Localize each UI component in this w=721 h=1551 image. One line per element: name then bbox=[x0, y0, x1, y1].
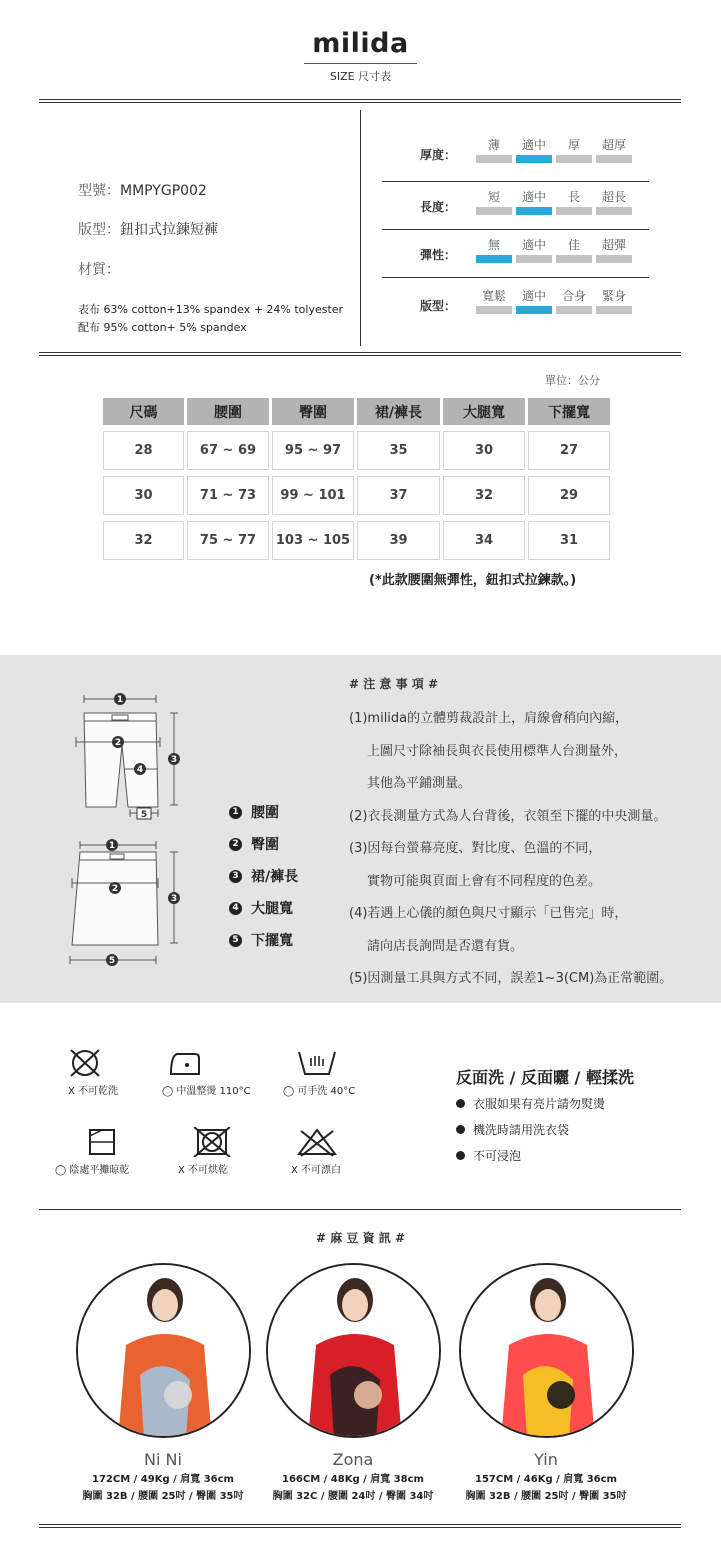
care-bullet: 不可浸泡 bbox=[456, 1147, 521, 1164]
attr-level-bar bbox=[476, 306, 512, 314]
shorts-diagram bbox=[60, 685, 200, 970]
notice-line: 上圖尺寸除袖長與衣長使用標準人台測量外， bbox=[367, 743, 628, 759]
attr-option: 薄 bbox=[487, 138, 500, 152]
legend-item-3 bbox=[229, 898, 293, 918]
table-cell: 99 ~ 101 bbox=[272, 476, 354, 515]
table-cell: 71 ~ 73 bbox=[187, 476, 269, 515]
iron-icon bbox=[165, 1048, 205, 1078]
attr-label-3: 版型： bbox=[420, 299, 457, 313]
model-photo-2 bbox=[459, 1263, 634, 1438]
attr-option: 適中 bbox=[521, 238, 546, 252]
legend-number: 5 bbox=[229, 934, 242, 947]
attr-level-bar bbox=[476, 207, 512, 215]
page-subtitle: SIZE 尺寸表 bbox=[329, 70, 392, 83]
diagram-num-4: 4 bbox=[136, 765, 144, 775]
care-caption: ◯ 可手洗 40°C bbox=[283, 1086, 356, 1097]
info-divider bbox=[360, 110, 361, 346]
attr-level-bar bbox=[596, 155, 632, 163]
legend-number: 2 bbox=[229, 838, 242, 851]
table-header: 尺碼 bbox=[103, 398, 184, 425]
table-cell: 30 bbox=[103, 476, 184, 515]
attr-label-0: 厚度： bbox=[420, 148, 457, 162]
legend-item-1 bbox=[229, 834, 279, 854]
table-header: 下擺寬 bbox=[528, 398, 610, 425]
table-cell: 39 bbox=[357, 521, 440, 560]
divider bbox=[39, 1524, 681, 1528]
model-stats-2: 胸圍 32B / 腰圍 25吋 / 臀圍 35吋 bbox=[465, 1491, 627, 1502]
table-header: 腰圍 bbox=[187, 398, 269, 425]
notice-line: (3)因每台螢幕亮度、對比度、色溫的不同， bbox=[349, 841, 602, 856]
notice-title: # 注 意 事 項 # bbox=[349, 677, 438, 691]
legend-item-0 bbox=[229, 802, 279, 822]
attr-option: 超彈 bbox=[601, 238, 626, 252]
attr-option: 短 bbox=[487, 190, 500, 204]
legend-item-2 bbox=[229, 866, 298, 886]
table-header: 大腿寬 bbox=[443, 398, 525, 425]
diagram-num-1b: 1 bbox=[108, 841, 116, 851]
fabric-line-lining: 配布 95% cotton+ 5% spandex bbox=[78, 321, 247, 334]
attr-level-bar bbox=[556, 255, 592, 263]
diagram-num-3b: 3 bbox=[170, 894, 178, 904]
no-tumble-dry-icon bbox=[192, 1127, 232, 1157]
attr-label-1: 長度： bbox=[420, 200, 457, 214]
attr-option: 適中 bbox=[521, 190, 546, 204]
legend-label: 臀圍 bbox=[251, 837, 279, 853]
legend-number: 1 bbox=[229, 806, 242, 819]
model-stats-2: 胸圍 32B / 腰圍 25吋 / 臀圍 35吋 bbox=[82, 1491, 244, 1502]
no-dry-clean-icon bbox=[65, 1048, 105, 1078]
model-section-title: # 麻 豆 資 訊 # bbox=[316, 1231, 405, 1245]
legend-label: 腰圍 bbox=[251, 805, 279, 821]
legend-number: 4 bbox=[229, 902, 242, 915]
model-stats-1: 166CM / 48Kg / 肩寬 38cm bbox=[282, 1474, 424, 1485]
attr-level-bar bbox=[476, 255, 512, 263]
no-bleach-icon bbox=[297, 1127, 337, 1157]
care-bullet: 機洗時請用洗衣袋 bbox=[456, 1121, 569, 1138]
legend-label: 下擺寬 bbox=[251, 933, 293, 949]
attr-option: 超厚 bbox=[601, 138, 626, 152]
brand-logo: milida bbox=[312, 28, 409, 59]
legend-label: 裙/褲長 bbox=[251, 869, 299, 885]
fabric-line-outer: 表布 63% cotton+13% spandex + 24% tolyester bbox=[78, 303, 344, 316]
diagram-num-2b: 2 bbox=[111, 884, 119, 894]
attr-option: 適中 bbox=[521, 138, 546, 152]
table-cell: 27 bbox=[528, 431, 610, 470]
logo-underline bbox=[304, 63, 417, 64]
attr-level-bar bbox=[556, 306, 592, 314]
notice-line: 請向店長詢問是否還有貨。 bbox=[367, 938, 524, 954]
attr-level-bar bbox=[516, 255, 552, 263]
model-photo-0 bbox=[76, 1263, 251, 1438]
model-stats-1: 172CM / 49Kg / 肩寬 36cm bbox=[92, 1474, 234, 1485]
model-name: Zona bbox=[332, 1450, 374, 1469]
care-caption: ◯ 中溫整燙 110°C bbox=[162, 1086, 251, 1097]
diagram-num-3: 3 bbox=[170, 755, 178, 765]
diagram-num-5b: 5 bbox=[108, 956, 116, 966]
table-cell: 30 bbox=[443, 431, 525, 470]
material-label: 材質： bbox=[78, 262, 120, 278]
diagram-num-5: 5 bbox=[140, 810, 148, 820]
table-cell: 75 ~ 77 bbox=[187, 521, 269, 560]
care-bullet: 衣服如果有亮片請勿熨燙 bbox=[456, 1095, 605, 1112]
divider bbox=[39, 99, 681, 103]
divider bbox=[39, 1209, 681, 1210]
unit-label: 單位：公分 bbox=[545, 374, 600, 387]
attr-separator bbox=[382, 229, 649, 230]
notice-line: (1)milida的立體剪裁設計上，肩線會稍向內縮， bbox=[349, 711, 629, 726]
notice-line: 實物可能與頁面上會有不同程度的色差。 bbox=[367, 873, 602, 889]
attr-label-2: 彈性： bbox=[420, 248, 457, 262]
attr-separator bbox=[382, 181, 649, 182]
attr-level-bar bbox=[596, 306, 632, 314]
attr-option: 適中 bbox=[521, 289, 546, 303]
attr-option: 佳 bbox=[567, 238, 580, 252]
wash-instructions-title: 反面洗 / 反面曬 / 輕揉洗 bbox=[456, 1068, 634, 1087]
attr-level-bar bbox=[556, 207, 592, 215]
attr-separator bbox=[382, 277, 649, 278]
care-caption: X 不可烘乾 bbox=[178, 1165, 229, 1176]
care-caption: X 不可漂白 bbox=[291, 1165, 342, 1176]
attr-option: 緊身 bbox=[601, 289, 626, 303]
attr-option: 厚 bbox=[567, 138, 580, 152]
table-cell: 32 bbox=[443, 476, 525, 515]
hand-wash-icon bbox=[297, 1048, 337, 1078]
table-header: 裙/褲長 bbox=[357, 398, 440, 425]
divider bbox=[39, 352, 681, 356]
table-cell: 32 bbox=[103, 521, 184, 560]
attr-option: 寬鬆 bbox=[481, 289, 506, 303]
table-header: 臀圍 bbox=[272, 398, 354, 425]
model-number: 型號：MMPYGP002 bbox=[78, 183, 207, 199]
model-photo-1 bbox=[266, 1263, 441, 1438]
model-stats-1: 157CM / 46Kg / 肩寬 36cm bbox=[475, 1474, 617, 1485]
care-caption: X 不可乾洗 bbox=[68, 1086, 119, 1097]
attr-level-bar bbox=[516, 207, 552, 215]
table-cell: 35 bbox=[357, 431, 440, 470]
model-name: Ni Ni bbox=[144, 1450, 182, 1469]
style-type: 版型：鈕扣式拉鍊短褲 bbox=[78, 222, 218, 238]
attr-level-bar bbox=[476, 155, 512, 163]
notice-line: (5)因測量工具與方式不同，誤差1~3(CM)為正常範圍。 bbox=[349, 971, 673, 986]
care-caption: ◯ 陰處平攤晾乾 bbox=[55, 1165, 130, 1176]
attr-level-bar bbox=[516, 155, 552, 163]
table-cell: 31 bbox=[528, 521, 610, 560]
attr-option: 無 bbox=[487, 238, 500, 252]
attr-level-bar bbox=[516, 306, 552, 314]
table-cell: 67 ~ 69 bbox=[187, 431, 269, 470]
diagram-num-2: 2 bbox=[114, 738, 122, 748]
notice-line: 其他為平鋪測量。 bbox=[367, 776, 472, 791]
table-cell: 95 ~ 97 bbox=[272, 431, 354, 470]
flat-dry-shade-icon bbox=[82, 1127, 122, 1157]
attr-level-bar bbox=[596, 207, 632, 215]
notice-line: (2)衣長測量方式為人台背後，衣領至下擺的中央測量。 bbox=[349, 808, 667, 824]
table-cell: 28 bbox=[103, 431, 184, 470]
model-name: Yin bbox=[534, 1450, 558, 1469]
attr-option: 超長 bbox=[601, 190, 626, 204]
size-note: (*此款腰圍無彈性，鈕扣式拉鍊款。) bbox=[369, 573, 577, 588]
legend-item-4 bbox=[229, 930, 293, 950]
table-cell: 29 bbox=[528, 476, 610, 515]
attr-option: 合身 bbox=[561, 289, 586, 303]
table-cell: 103 ~ 105 bbox=[272, 521, 354, 560]
attr-level-bar bbox=[556, 155, 592, 163]
table-cell: 37 bbox=[357, 476, 440, 515]
model-stats-2: 胸圍 32C / 腰圍 24吋 / 臀圍 34吋 bbox=[272, 1491, 434, 1502]
diagram-num-1: 1 bbox=[116, 695, 124, 705]
fabric-info bbox=[78, 301, 343, 337]
legend-number: 3 bbox=[229, 870, 242, 883]
notice-line: (4)若遇上心儀的顏色與尺寸顯示「已售完」時， bbox=[349, 906, 628, 921]
attr-option: 長 bbox=[567, 190, 580, 204]
attr-level-bar bbox=[596, 255, 632, 263]
legend-label: 大腿寬 bbox=[251, 901, 293, 917]
table-cell: 34 bbox=[443, 521, 525, 560]
